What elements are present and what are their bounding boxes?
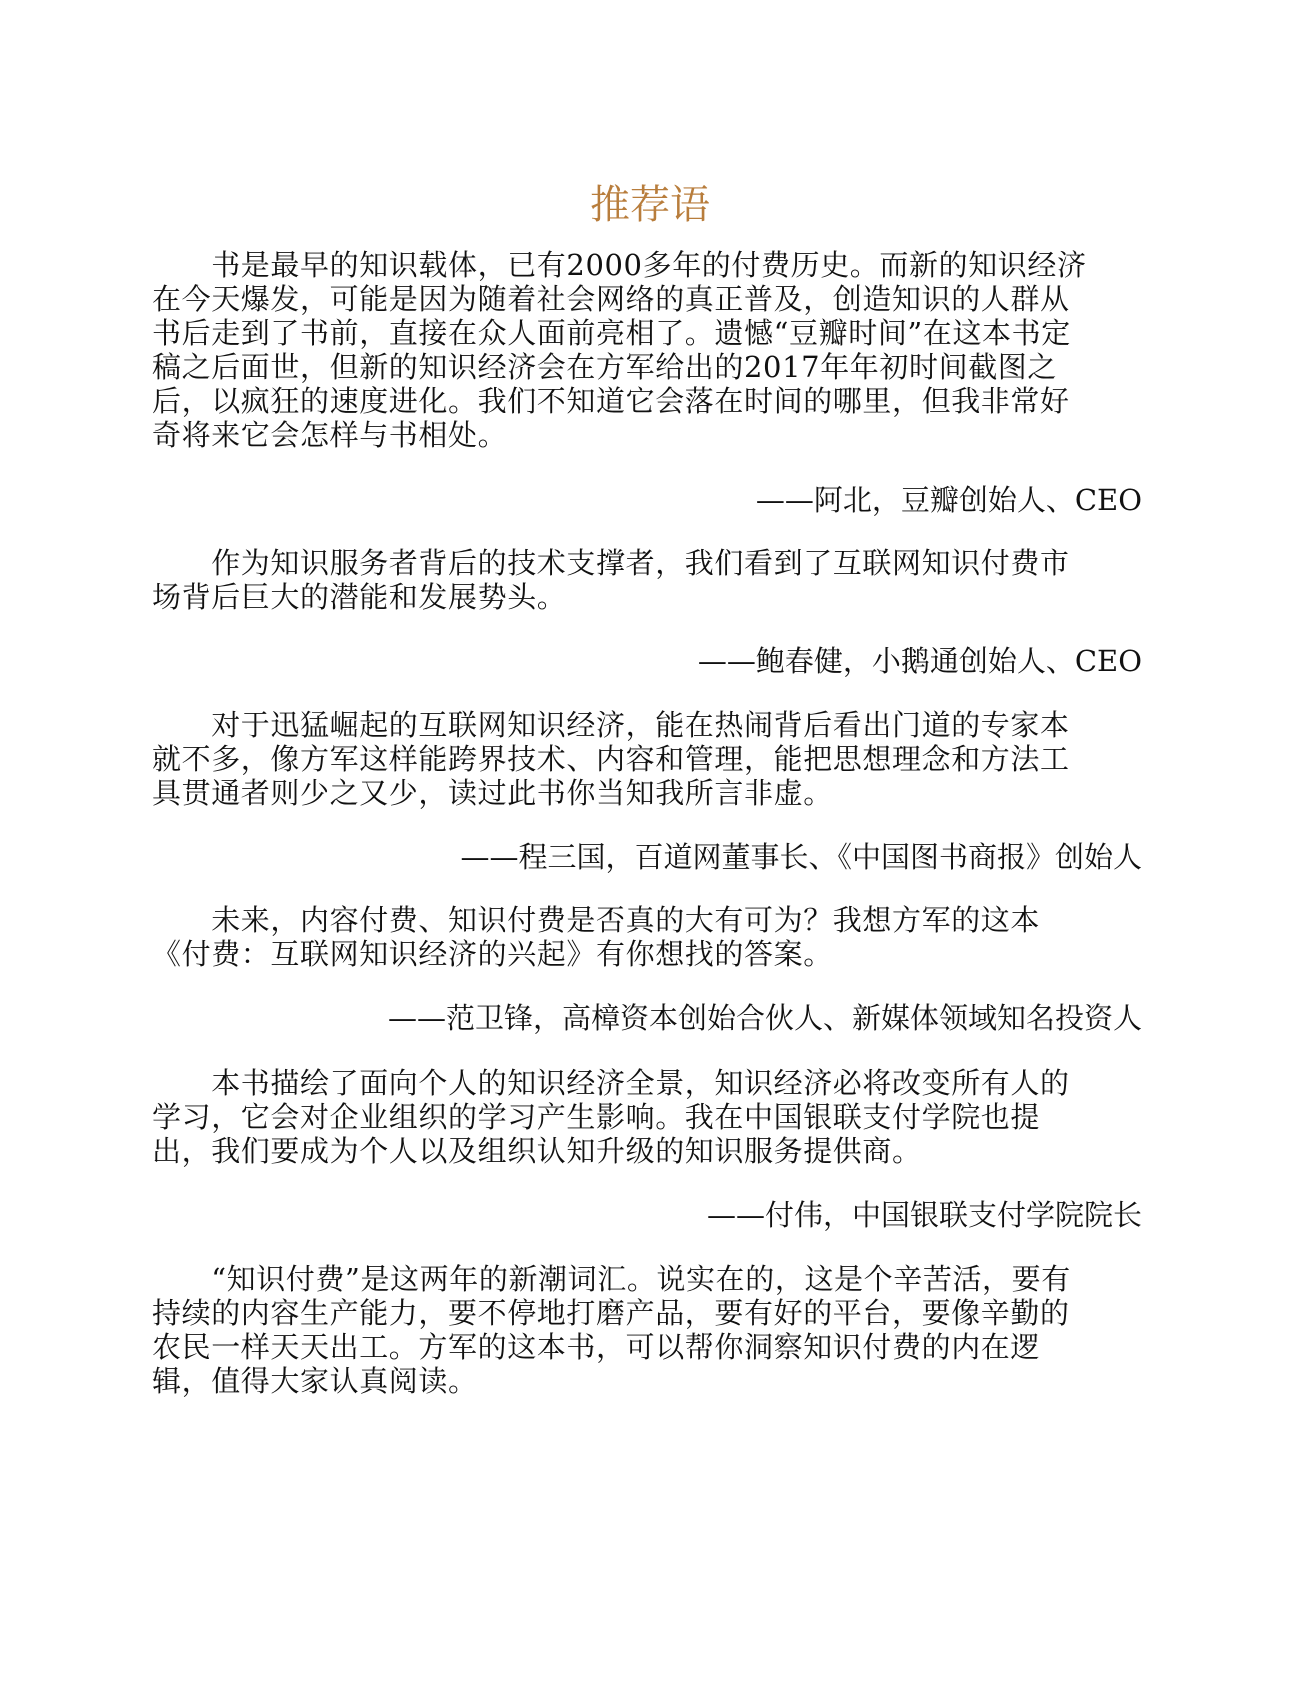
quote-line: 持续的内容生产能力，要不停地打磨产品，要有好的平台，要像辛勤的: [152, 1296, 1070, 1330]
attribution-4: ——范卫锋，高樟资本创始合伙人、新媒体领域知名投资人: [387, 1001, 1142, 1035]
quote-line: 在今天爆发，可能是因为随着社会网络的真正普及，创造知识的人群从: [152, 282, 1070, 316]
attribution-2: ——鲍春健，小鹅通创始人、CEO: [697, 644, 1142, 678]
page-title: 推荐语: [590, 182, 710, 228]
quote-line: 辑，值得大家认真阅读。: [152, 1364, 478, 1398]
quote-line: 本书描绘了面向个人的知识经济全景，知识经济必将改变所有人的: [152, 1066, 1070, 1100]
quote-4: [152, 903, 1142, 971]
quote-line: 稿之后面世，但新的知识经济会在方军给出的2017年年初时间截图之: [152, 350, 1058, 384]
quote-line: 场背后巨大的潜能和发展势头。: [152, 580, 567, 614]
quote-3: [152, 708, 1142, 810]
quote-line: 书后走到了书前，直接在众人面前亮相了。遗憾“豆瓣时间”在这本书定: [152, 316, 1071, 350]
quote-line: 书是最早的知识载体，已有2000多年的付费历史。而新的知识经济: [152, 248, 1087, 282]
attribution-1: ——阿北，豆瓣创始人、CEO: [755, 483, 1142, 517]
quote-line: 对于迅猛崛起的互联网知识经济，能在热闹背后看出门道的专家本: [152, 708, 1070, 742]
quote-line: 作为知识服务者背后的技术支撑者，我们看到了互联网知识付费市: [152, 546, 1070, 580]
attribution-5: ——付伟，中国银联支付学院院长: [706, 1198, 1142, 1232]
quote-line: 学习，它会对企业组织的学习产生影响。我在中国银联支付学院也提: [152, 1100, 1041, 1134]
quote-2: [152, 546, 1142, 614]
quote-line: 《付费：互联网知识经济的兴起》有你想找的答案。: [152, 937, 833, 971]
quote-line: 未来，内容付费、知识付费是否真的大有可为？我想方军的这本: [152, 903, 1041, 937]
quote-line: 奇将来它会怎样与书相处。: [152, 418, 508, 452]
quote-line: 后，以疯狂的速度进化。我们不知道它会落在时间的哪里，但我非常好: [152, 384, 1070, 418]
quote-5: [152, 1066, 1142, 1168]
attribution-3: ——程三国，百道网董事长、《中国图书商报》创始人: [460, 840, 1142, 874]
quote-line: “知识付费”是这两年的新潮词汇。说实在的，这是个辛苦活，要有: [152, 1262, 1071, 1296]
quote-line: 出，我们要成为个人以及组织认知升级的知识服务提供商。: [152, 1134, 922, 1168]
quote-line: 就不多，像方军这样能跨界技术、内容和管理，能把思想理念和方法工: [152, 742, 1070, 776]
quote-line: 农民一样天天出工。方军的这本书，可以帮你洞察知识付费的内在逻: [152, 1330, 1041, 1364]
quote-1: [152, 248, 1142, 452]
quote-6: [152, 1262, 1142, 1398]
quote-line: 具贯通者则少之又少，读过此书你当知我所言非虚。: [152, 776, 833, 810]
